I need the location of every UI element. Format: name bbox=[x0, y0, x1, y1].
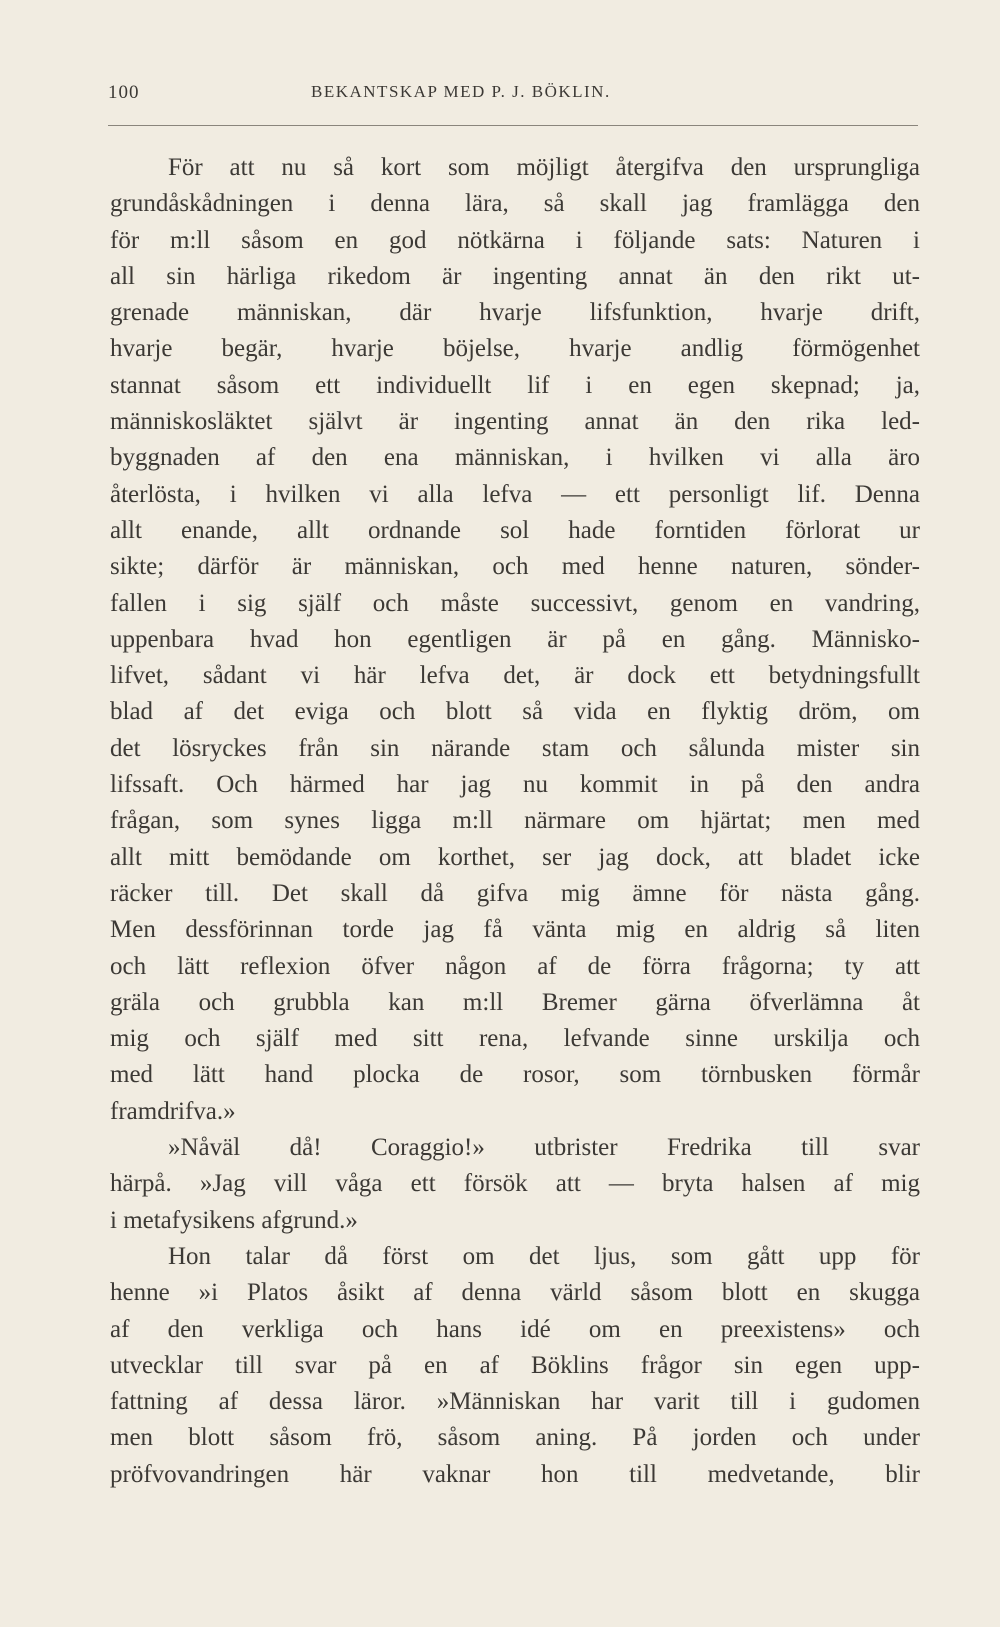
text-line: byggnaden af den ena människan, i hvilken vi alla äro bbox=[110, 444, 920, 472]
text-line: fallen i sig själf och måste successivt, genom en vandring, bbox=[110, 589, 920, 617]
text-line: sikte; därför är människan, och med henne naturen, sönder- bbox=[110, 553, 920, 581]
text-line: stannat såsom ett individuellt lif i en egen skepnad; ja, bbox=[110, 371, 920, 399]
text-line: med lätt hand plocka de rosor, som törnbusken förmår bbox=[110, 1061, 920, 1089]
text-line: grundåskådningen i denna lära, så skall jag framlägga den bbox=[110, 190, 920, 218]
text-line: räcker till. Det skall då gifva mig ämne för nästa gång. bbox=[110, 879, 920, 907]
text-line: och lätt reflexion öfver någon af de förra frågorna; ty att bbox=[110, 952, 920, 980]
page-number: 100 bbox=[108, 82, 140, 103]
text-line: för m:ll såsom en god nötkärna i följande sats: Naturen i bbox=[110, 226, 920, 254]
text-line: det lösryckes från sin närande stam och sålunda mister sin bbox=[110, 734, 920, 762]
text-line: utvecklar till svar på en af Böklins frågor sin egen upp- bbox=[110, 1351, 920, 1379]
text-line: gräla och grubbla kan m:ll Bremer gärna öfverlämna åt bbox=[110, 988, 920, 1016]
text-line: Men dessförinnan torde jag få vänta mig en aldrig så liten bbox=[110, 916, 920, 944]
text-line: lifvet, sådant vi här lefva det, är dock ett betydningsfullt bbox=[110, 662, 920, 690]
text-line: blad af det eviga och blott så vida en flyktig dröm, om bbox=[110, 698, 920, 726]
text-line: framdrifva.» bbox=[110, 1097, 236, 1125]
text-line: henne »i Platos åsikt af denna värld såsom blott en skugga bbox=[110, 1279, 920, 1307]
text-line: men blott såsom frö, såsom aning. På jorden och under bbox=[110, 1424, 920, 1452]
text-line: människosläktet självt är ingenting annat än den rika led- bbox=[110, 408, 920, 436]
text-line: all sin härliga rikedom är ingenting annat än den rikt ut- bbox=[110, 262, 920, 290]
text-line: allt enande, allt ordnande sol hade forntiden förlorat ur bbox=[110, 516, 920, 544]
text-line: »Nåväl då! Coraggio!» utbrister Fredrika till svar bbox=[168, 1134, 920, 1162]
text-line: För att nu så kort som möjligt återgifva den ursprungliga bbox=[168, 154, 920, 181]
text-line: hvarje begär, hvarje böjelse, hvarje andlig förmögenhet bbox=[110, 335, 920, 363]
text-line: lifssaft. Och härmed har jag nu kommit in på den andra bbox=[110, 771, 920, 799]
header-rule bbox=[108, 125, 918, 126]
text-line: pröfvovandringen här vaknar hon till medvetande, blir bbox=[110, 1460, 920, 1488]
body-text bbox=[110, 150, 920, 1493]
text-line: Hon talar då först om det ljus, som gått upp för bbox=[168, 1242, 920, 1270]
text-line: grenade människan, där hvarje lifsfunktion, hvarje drift, bbox=[110, 299, 920, 327]
text-line: återlösta, i hvilken vi alla lefva — ett personligt lif. Denna bbox=[110, 480, 920, 508]
text-line: i metafysikens afgrund.» bbox=[110, 1206, 358, 1234]
text-line: allt mitt bemödande om korthet, ser jag dock, att bladet icke bbox=[110, 843, 920, 871]
page-header bbox=[108, 82, 920, 112]
text-line: uppenbara hvad hon egentligen är på en gång. Människo- bbox=[110, 625, 920, 653]
text-line: mig och själf med sitt rena, lefvande sinne urskilja och bbox=[110, 1025, 920, 1053]
text-line: fattning af dessa läror. »Människan har varit till i gudomen bbox=[110, 1388, 920, 1416]
text-line: härpå. »Jag vill våga ett försök att — bryta halsen af mig bbox=[110, 1170, 920, 1198]
text-line: frågan, som synes ligga m:ll närmare om hjärtat; men med bbox=[110, 807, 920, 835]
running-head: BEKANTSKAP MED P. J. BÖKLIN. bbox=[311, 82, 611, 101]
text-line: af den verkliga och hans idé om en preexistens» och bbox=[110, 1315, 920, 1343]
